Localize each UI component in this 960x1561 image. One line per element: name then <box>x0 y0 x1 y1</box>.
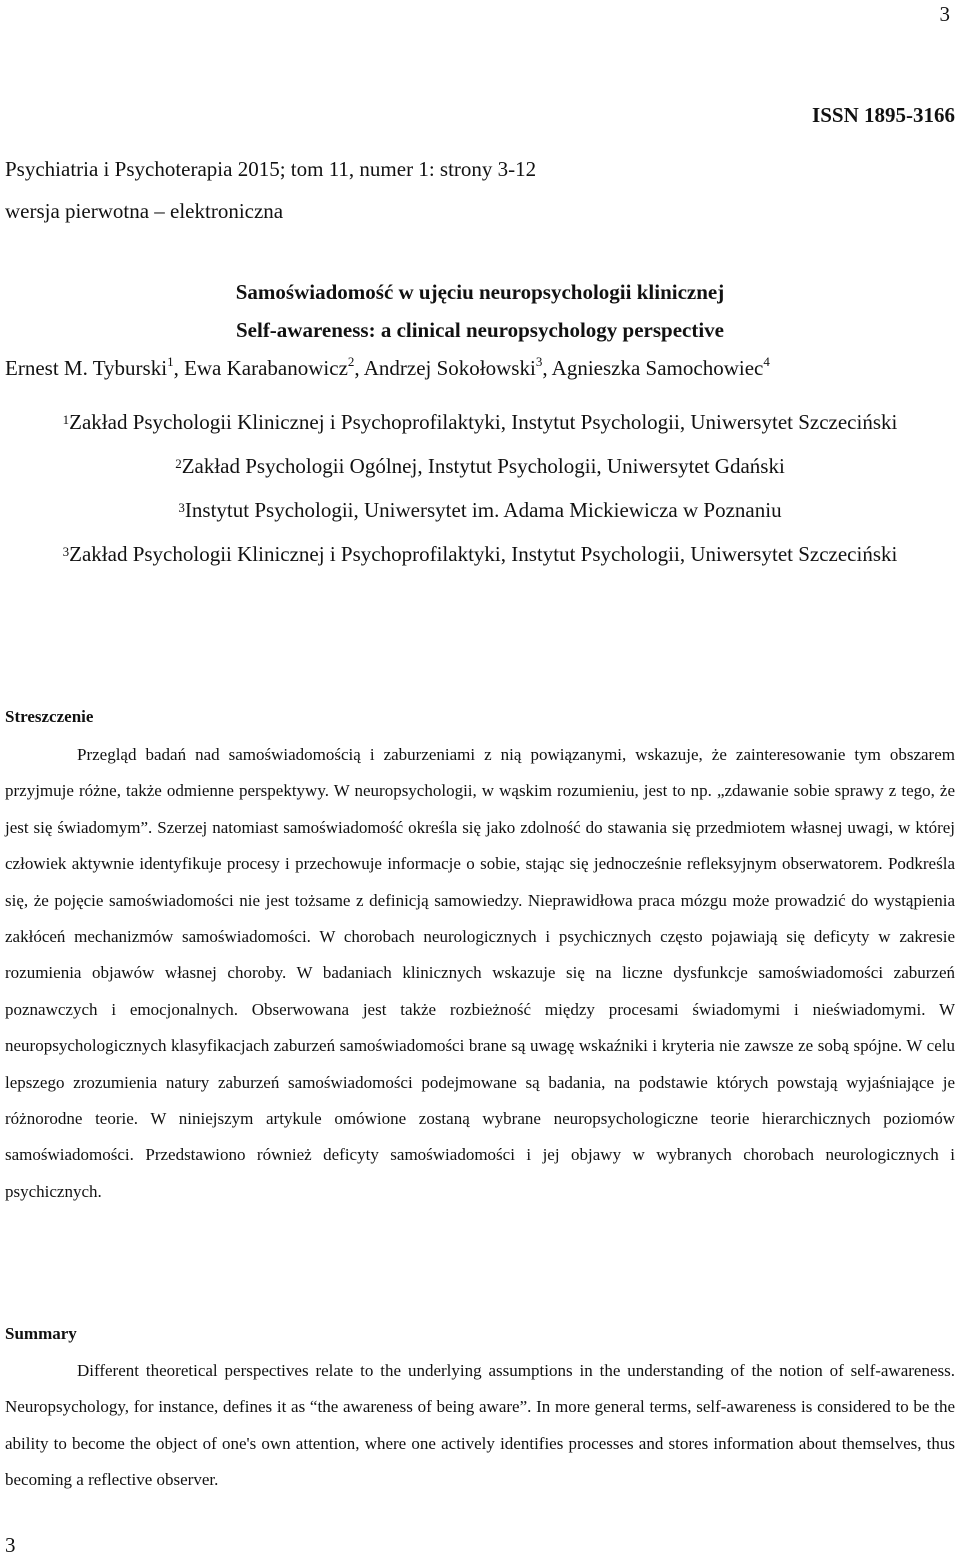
affiliations <box>0 400 960 576</box>
page-number-top: 3 <box>939 2 950 26</box>
author-name: Andrzej Sokołowski <box>363 356 536 380</box>
journal-info <box>5 148 536 232</box>
journal-citation: Psychiatria i Psychoterapia 2015; tom 11, numer 1: strony 3-12 <box>5 157 537 181</box>
author-affiliation-mark: 4 <box>763 354 770 369</box>
author <box>5 356 174 380</box>
page-number-bottom: 3 <box>5 1533 16 1557</box>
issn: ISSN 1895-3166 <box>812 103 955 127</box>
affiliation-text: Instytut Psychologii, Uniwersytet im. Adama Mickiewicza w Poznaniu <box>184 498 782 522</box>
affiliation <box>0 400 960 444</box>
affiliation-mark: 3 <box>62 544 70 559</box>
summary-body <box>5 1353 955 1499</box>
author-affiliation-mark: 3 <box>535 354 543 369</box>
authors-line <box>5 356 770 381</box>
affiliation <box>0 488 960 532</box>
affiliation-text: Zakład Psychologii Klinicznej i Psychoprofilaktyki, Instytut Psychologii, Uniwersytet Szczeciński <box>69 542 898 566</box>
author-separator: , <box>354 356 364 380</box>
author <box>364 356 543 380</box>
streszczenie-heading: Streszczenie <box>5 707 94 726</box>
author-name: Ernest M. Tyburski <box>5 356 168 380</box>
journal-version: wersja pierwotna – elektroniczna <box>5 199 284 223</box>
title-block <box>0 273 960 349</box>
title-english: Self-awareness: a clinical neuropsychology perspective <box>235 318 724 342</box>
affiliation-text: Zakład Psychologii Klinicznej i Psychoprofilaktyki, Instytut Psychologii, Uniwersytet Szczeciński <box>69 410 898 434</box>
affiliation-text: Zakład Psychologii Ogólnej, Instytut Psychologii, Uniwersytet Gdański <box>181 454 785 478</box>
affiliation-mark: 3 <box>178 500 185 515</box>
author-separator: , <box>542 356 552 380</box>
affiliation <box>0 532 960 576</box>
author-affiliation-mark: 2 <box>347 354 355 369</box>
author <box>184 356 354 380</box>
summary-heading: Summary <box>5 1324 77 1343</box>
author <box>552 356 770 380</box>
author-name: Ewa Karabanowicz <box>184 356 348 380</box>
streszczenie-body <box>5 737 955 1210</box>
affiliation-mark: 2 <box>175 456 182 471</box>
affiliation-mark: 1 <box>62 412 70 427</box>
streszczenie-text: Przegląd badań nad samoświadomością i zaburzeniami z nią powiązanymi, wskazuje, że zainteresowanie tym obszarem przyjmuje różne, także odmienne perspektywy. W neuropsychologii, w wąskim rozumieniu, jest to np. „zdawanie sobie sprawy z tego, że jest się świadomym”. Szerzej natomiast samoświadomość określa się jako zdolność do stawania się przedmiotem własnej uwagi, w której człowiek aktywnie identyfikuje procesy i przechowuje informacje o sobie, stając się jednocześnie refleksyjnym obserwatorem. Podkreśla się, że pojęcie samoświadomości nie jest tożsame z definicją samowiedzy. Nieprawidłowa praca mózgu może prowadzić do wystąpienia zakłóceń mechanizmów samoświadomości. W chorobach neurologicznych i psychicznych często pojawiają się deficyty w zakresie rozumienia objawów własnej choroby. W badaniach klinicznych wskazuje się na liczne dysfunkcje samoświadomości zaburzeń poznawczych i emocjonalnych. Obserwowana jest także rozbieżność między procesami świadomymi i nieświadomymi. W neuropsychologicznych klasyfikacjach zaburzeń samoświadomości brane są uwagę wskaźniki i kryteria nie zawsze ze sobą spójne. W celu lepszego zrozumienia natury zaburzeń samoświadomości podejmowane są badania, na podstawie których powstają wyjaśniające je różnorodne teorie. W niniejszym artykule omówione zostaną wybrane neuropsychologiczne teorie hierarchicznych poziomów samoświadomości. Przedstawiono również deficyty samoświadomości i jej objawy w wybranych chorobach neurologicznych i psychicznych. <box>5 745 955 1201</box>
title-polish: Samoświadomość w ujęciu neuropsychologii klinicznej <box>235 280 725 304</box>
author-separator: , <box>173 356 185 380</box>
author-name: Agnieszka Samochowiec <box>551 356 764 380</box>
summary-text: Different theoretical perspectives relate to the underlying assumptions in the understanding of the notion of self-awareness. Neuropsychology, for instance, defines it as “the awareness of being aware”. In more general terms, self-awareness is considered to be the ability to become the object of one's own attention, where one actively identifies processes and stores information about themselves, thus becoming a reflective observer. <box>5 1361 955 1490</box>
affiliation <box>0 444 960 488</box>
author-affiliation-mark: 1 <box>167 354 174 369</box>
